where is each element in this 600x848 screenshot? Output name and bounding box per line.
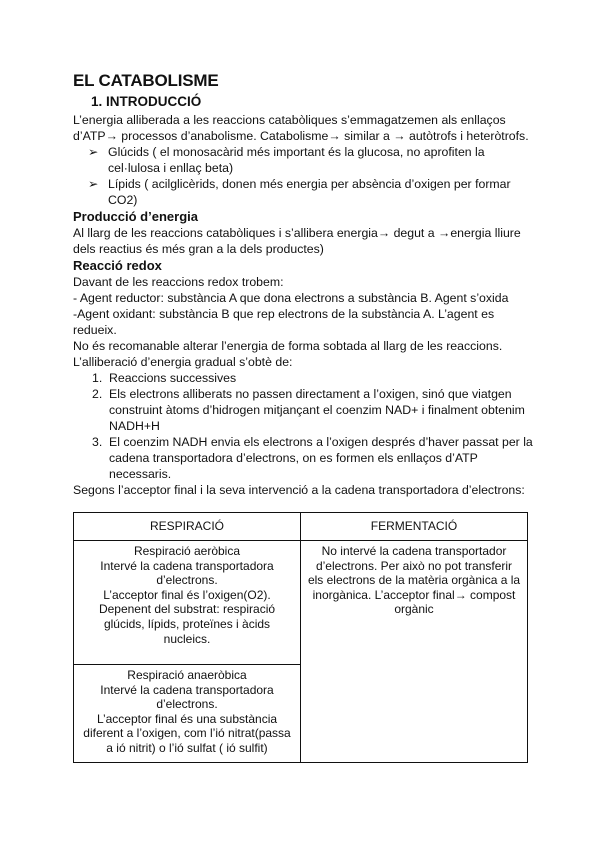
list-item xyxy=(88,144,533,176)
list-number: 1. xyxy=(92,371,103,385)
list-number: 3. xyxy=(92,435,103,449)
cell-line: Depenent del substrat: respiració xyxy=(98,602,276,617)
cell-line: els electrons de la matèria orgànica a la xyxy=(307,573,521,588)
cell-line: a ió nitrit) o l’ió sulfat ( ió sulfit) xyxy=(106,740,268,755)
energy-steps-list xyxy=(73,370,533,482)
text-line: Glúcids ( el monosacàrid més important és la glucosa, no aprofiten la xyxy=(108,145,485,159)
anaerobic-respiration-cell xyxy=(74,665,301,763)
redox-heading: Reacció redox xyxy=(73,258,162,273)
text-line: El coenzim NADH envia els electrons a l’oxigen després d’haver passat per la xyxy=(109,435,533,449)
table-header-row xyxy=(74,513,528,541)
text-line: construint àtoms d’hidrogen mitjançant el coenzim NAD+ i finalment obtenim xyxy=(109,403,525,417)
cell-line: inorgànica. L’acceptor final→ compost xyxy=(312,587,516,602)
cell-line: Respiració anaeròbica xyxy=(127,668,247,682)
production-paragraph xyxy=(73,225,533,257)
text-line: d’ATP→ processos d’anabolisme. Catabolisme→ similar a → autòtrofs i heteròtrofs. xyxy=(73,129,529,143)
text-line: CO2) xyxy=(108,193,138,207)
cell-line: Respiració aeròbica xyxy=(133,544,241,558)
section-heading: 1. INTRODUCCIÓ xyxy=(91,94,202,109)
list-item xyxy=(92,370,533,386)
document-body xyxy=(73,70,533,498)
cell-line: d’electrons. xyxy=(156,697,218,712)
cell-line: L’acceptor final és una substància xyxy=(96,711,278,726)
text-line: dels reactius és més gran a la dels productes) xyxy=(73,242,324,256)
cell-line: nucleics. xyxy=(163,631,211,646)
fermentation-cell xyxy=(301,541,528,763)
text-line: necessaris. xyxy=(109,467,172,481)
nutrient-list xyxy=(73,144,533,208)
text-line: Davant de les reaccions redox trobem: xyxy=(73,275,284,289)
redox-paragraph xyxy=(73,274,533,370)
cell-line: Intervé la cadena transportadora xyxy=(100,682,274,697)
cell-line: No intervé la cadena transportador xyxy=(321,544,507,558)
arrow-bullet-icon: ➢ xyxy=(88,145,99,159)
text-line: -Agent oxidant: substància B que rep electrons de la substància A. L’agent es xyxy=(73,307,495,321)
text-line: Els electrons alliberats no passen directament a l’oxigen, sinó que viatgen xyxy=(109,387,512,401)
column-header-fermentation: FERMENTACIÓ xyxy=(301,513,528,541)
comparison-table xyxy=(73,512,528,763)
text-line: Lípids ( acilglicèrids, donen més energia per absència d’oxigen per formar xyxy=(108,177,511,191)
arrow-bullet-icon: ➢ xyxy=(88,177,99,191)
cell-line: L’acceptor final és l’oxigen(O2). xyxy=(103,587,271,602)
table-row xyxy=(74,541,528,665)
aerobic-respiration-cell xyxy=(74,541,301,665)
list-item xyxy=(92,434,533,482)
text-line: cel·lulosa i enllaç beta) xyxy=(108,161,234,175)
text-line: Reaccions successives xyxy=(109,371,237,385)
text-line: - Agent reductor: substància A que dona electrons a substància B. Agent s’oxida xyxy=(73,291,509,305)
text-line: L’energia alliberada a les reaccions catabòliques s’emmagatzemen als enllaços xyxy=(73,113,506,127)
column-header-respiration: RESPIRACIÓ xyxy=(74,513,301,541)
intro-paragraph xyxy=(73,112,533,144)
text-line: cadena transportadora d’electrons, on es formen els enllaços d’ATP xyxy=(109,451,478,465)
cell-line: diferent a l’oxigen, com l’ió nitrat(passa xyxy=(83,726,291,741)
cell-line: Intervé la cadena transportadora xyxy=(100,558,274,573)
cell-line: d’electrons. xyxy=(156,573,218,588)
text-line: No és recomanable alterar l’energia de forma sobtada al llarg de les reaccions. xyxy=(73,339,503,353)
text-line: L’alliberació d’energia gradual s’obtè de: xyxy=(73,355,293,369)
production-heading: Producció d’energia xyxy=(73,209,198,224)
text-line: redueix. xyxy=(73,323,117,337)
closing-line: Segons l’acceptor final i la seva intervenció a la cadena transportadora d’electrons: xyxy=(73,483,525,497)
text-line: Al llarg de les reaccions catabòliques i s’allibera energia→ degut a →energia lliure xyxy=(73,226,521,240)
document-title: EL CATABOLISME xyxy=(73,71,219,90)
text-line: NADH+H xyxy=(109,419,160,433)
cell-line: orgànic xyxy=(394,602,434,617)
list-item xyxy=(92,386,533,434)
list-number: 2. xyxy=(92,387,103,401)
cell-line: glúcids, lípids, proteïnes i àcids xyxy=(103,616,271,631)
cell-line: d’electrons. Per això no pot transferir xyxy=(315,558,513,573)
list-item xyxy=(88,176,533,208)
